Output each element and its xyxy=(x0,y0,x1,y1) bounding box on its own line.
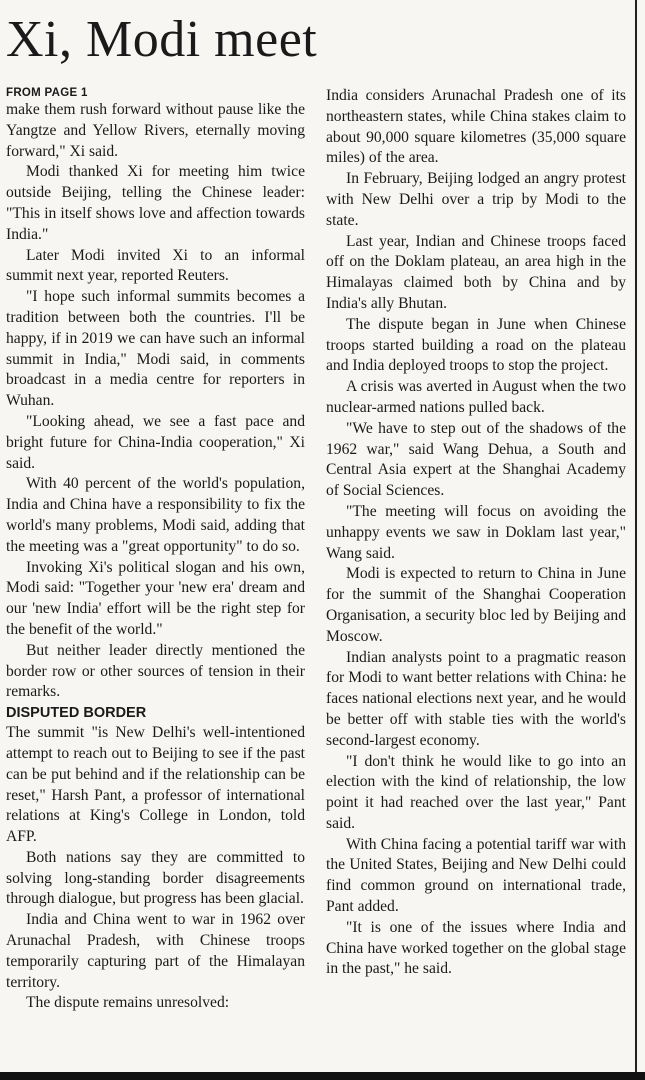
article-paragraph: With China facing a potential tariff war with the United States, Beijing and New Delhi could find common ground on international trade, Pant added. xyxy=(326,835,626,916)
column-rule xyxy=(635,0,637,1072)
article-paragraph: The dispute remains unresolved: xyxy=(26,994,230,1012)
headline: Xi, Modi meet xyxy=(6,11,318,68)
article-paragraph: "We have to step out of the shadows of the 1962 war," said Wang Dehua, a South and Central Asia expert at the Shanghai Academy of Social Sciences. xyxy=(326,419,626,500)
section-subhead: DISPUTED BORDER xyxy=(6,705,147,722)
article-paragraph: Modi thanked Xi for meeting him twice outside Beijing, telling the Chinese leader: "This in itself shows love and affection towards India." xyxy=(6,163,305,243)
article-paragraph: "Looking ahead, we see a fast pace and bright future for China-India cooperation," Xi said. xyxy=(6,412,305,472)
page-bottom-edge xyxy=(0,1072,645,1080)
article-paragraph: India considers Arunachal Pradesh one of its northeastern states, while China stakes claim to about 90,000 square kilometres (35,000 square miles) of the area. xyxy=(326,87,626,167)
left-column xyxy=(6,86,305,1070)
right-column xyxy=(326,86,626,1070)
article-paragraph: A crisis was averted in August when the two nuclear-armed nations pulled back. xyxy=(326,378,626,416)
article-paragraph: Last year, Indian and Chinese troops faced off on the Doklam plateau, an area high in the Himalayas claimed both by China and by India's ally Bhutan. xyxy=(326,232,626,312)
article-paragraph: India and China went to war in 1962 over Arunachal Pradesh, with Chinese troops temporarily capturing part of the Himalayan territory. xyxy=(6,911,305,991)
article-paragraph: Later Modi invited Xi to an informal summit next year, reported Reuters. xyxy=(6,246,305,285)
article-paragraph: Both nations say they are committed to solving long-standing border disagreements through dialogue, but progress has been glacial. xyxy=(6,848,305,908)
article-paragraph: The summit "is New Delhi's well-intentioned attempt to reach out to Beijing to see if the past can be put behind and if the relationship can be reset," Harsh Pant, a professor of international relations at King's College in London, told AFP. xyxy=(6,724,305,846)
article-paragraph: make them rush forward without pause like the Yangtze and Yellow Rivers, eternally moving forward," Xi said. xyxy=(6,101,305,160)
article-paragraph: "I don't think he would like to go into an election with the kind of relationship, the low point it had reached over the last year," Pant said. xyxy=(326,752,626,832)
continuation-kicker: FROM PAGE 1 xyxy=(6,87,88,99)
article-paragraph: But neither leader directly mentioned the border row or other sources of tension in their remarks. xyxy=(6,641,305,701)
article-paragraph: Indian analysts point to a pragmatic reason for Modi to want better relations with China: he faces national elections next year, and he would be better off with stable ties with the world's second-largest economy. xyxy=(326,648,626,749)
article-paragraph: Invoking Xi's political slogan and his own, Modi said: "Together your 'new era' dream and our 'new India' effort will be the right step for the benefit of the world." xyxy=(6,558,305,638)
article-paragraph: "The meeting will focus on avoiding the unhappy events we saw in Doklam last year," Wang said. xyxy=(326,502,626,562)
article-paragraph: "It is one of the issues where India and China have worked together on the global stage in the past," he said. xyxy=(326,918,626,978)
article-paragraph: With 40 percent of the world's population, India and China have a responsibility to fix the world's many problems, Modi said, adding that the meeting was a "great opportunity" to do so. xyxy=(6,475,305,555)
article-paragraph: Modi is expected to return to China in June for the summit of the Shanghai Cooperation Organisation, a security bloc led by Beijing and Moscow. xyxy=(326,565,626,645)
article-paragraph: "I hope such informal summits becomes a tradition between both the countries. I'll be happy, if in 2019 we can have such an informal summit in India," Modi said, in comments broadcast in a media centre for reporters in Wuhan. xyxy=(6,288,305,410)
article-paragraph: The dispute began in June when Chinese troops started building a road on the plateau and India deployed troops to stop the project. xyxy=(326,315,626,375)
article-paragraph: In February, Beijing lodged an angry protest with New Delhi over a trip by Modi to the state. xyxy=(326,170,626,229)
